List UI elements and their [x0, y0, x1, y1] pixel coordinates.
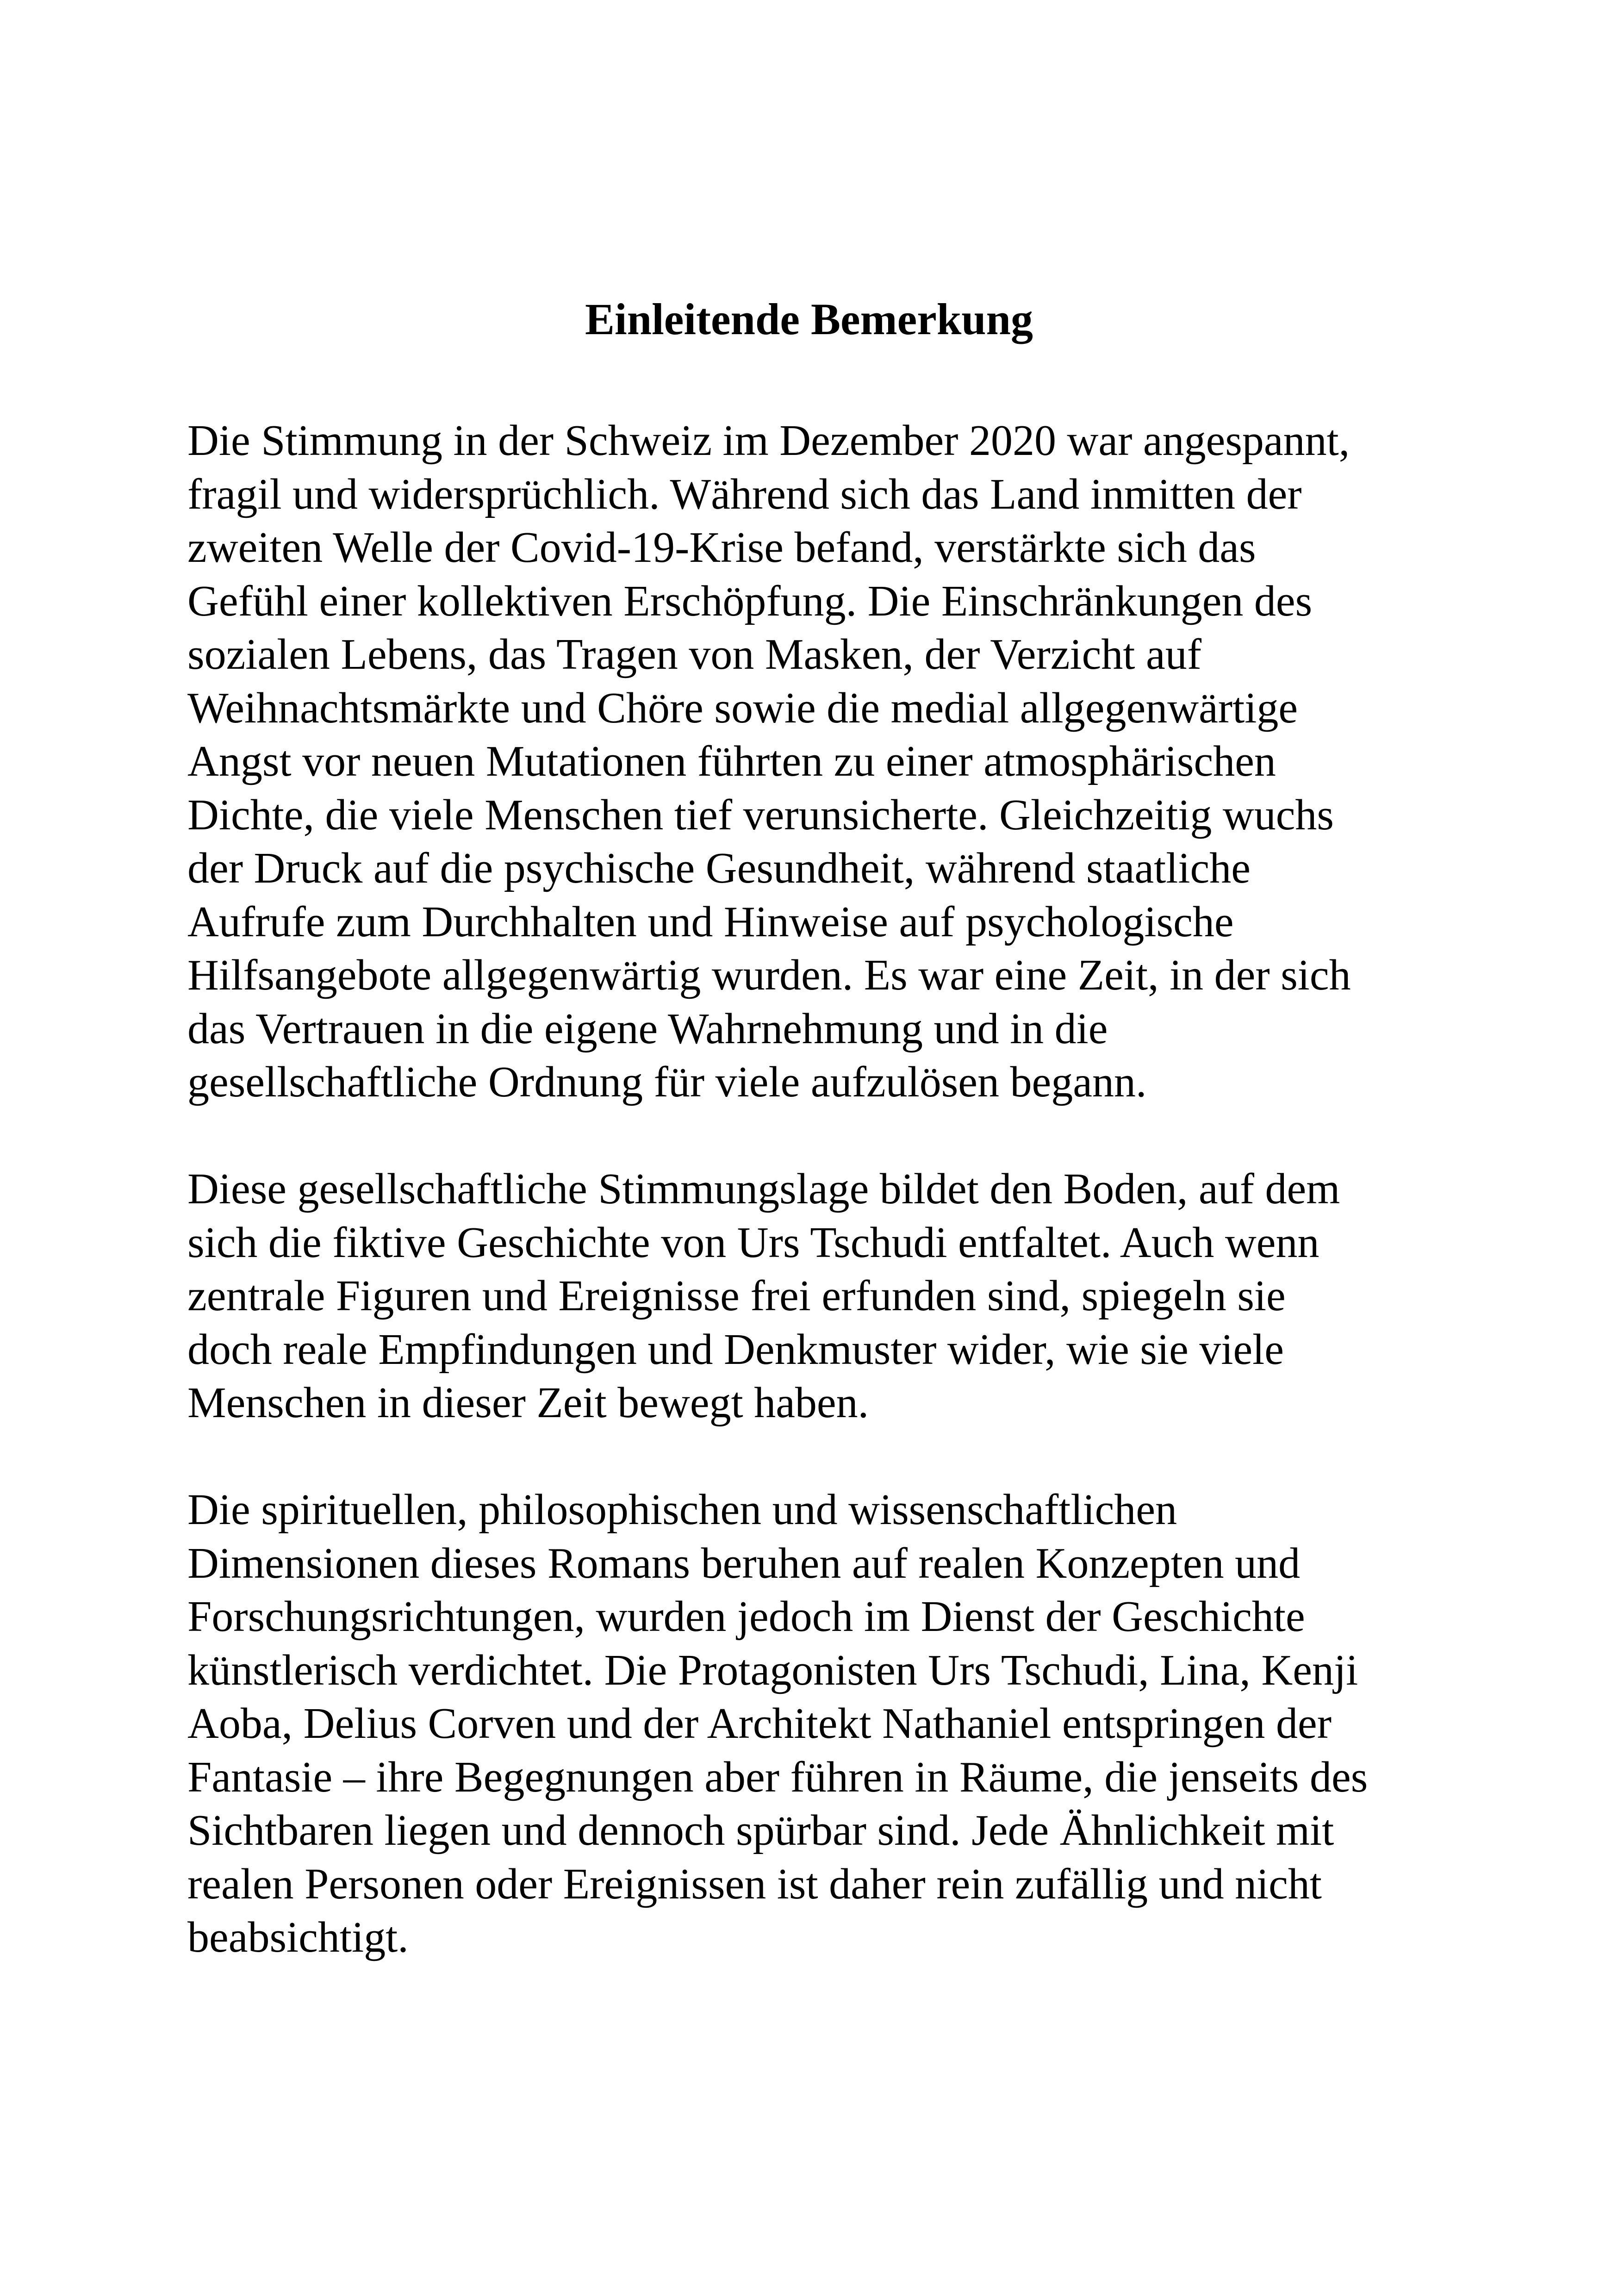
text-line: Fantasie – ihre Begegnungen aber führen in Räume, die jenseits des	[187, 1753, 1368, 1801]
text-line: doch reale Empfindungen und Denkmuster wider, wie sie viele	[187, 1325, 1284, 1374]
paragraph-1	[187, 414, 1460, 1109]
text-line: Dichte, die viele Menschen tief verunsicherte. Gleichzeitig wuchs	[187, 790, 1334, 839]
text-line: zweiten Welle der Covid-19-Krise befand, verstärkte sich das	[187, 523, 1256, 572]
text-line: künstlerisch verdichtet. Die Protagonisten Urs Tschudi, Lina, Kenji	[187, 1646, 1358, 1694]
page-title: Einleitende Bemerkung	[585, 294, 1033, 344]
text-line: der Druck auf die psychische Gesundheit, während staatliche	[187, 844, 1251, 892]
text-line: zentrale Figuren und Ereignisse frei erfunden sind, spiegeln sie	[187, 1272, 1286, 1320]
text-line: sich die fiktive Geschichte von Urs Tschudi entfaltet. Auch wenn	[187, 1218, 1319, 1267]
text-line: Angst vor neuen Mutationen führten zu einer atmosphärischen	[187, 737, 1276, 785]
text-line: Forschungsrichtungen, wurden jedoch im Dienst der Geschichte	[187, 1593, 1305, 1641]
text-line: Die Stimmung in der Schweiz im Dezember 2020 war angespannt,	[187, 417, 1350, 465]
text-line: Gefühl einer kollektiven Erschöpfung. Die Einschränkungen des	[187, 577, 1313, 625]
text-line: gesellschaftliche Ordnung für viele aufzulösen begann.	[187, 1058, 1147, 1106]
text-line: Hilfsangebote allgegenwärtig wurden. Es war eine Zeit, in der sich	[187, 951, 1351, 999]
text-line: Diese gesellschaftliche Stimmungslage bildet den Boden, auf dem	[187, 1165, 1340, 1213]
paragraph-2	[187, 1163, 1460, 1430]
text-line: Weihnachtsmärkte und Chöre sowie die medial allgegenwärtige	[187, 684, 1298, 732]
text-line: Aufrufe zum Durchhalten und Hinweise auf psychologische	[187, 897, 1234, 946]
document-body	[187, 414, 1460, 2018]
text-line: das Vertrauen in die eigene Wahrnehmung und in die	[187, 1004, 1108, 1053]
text-line: Dimensionen dieses Romans beruhen auf realen Konzepten und	[187, 1539, 1301, 1587]
text-line: beabsichtigt.	[187, 1913, 409, 1961]
text-line: Sichtbaren liegen und dennoch spürbar sind. Jede Ähnlichkeit mit	[187, 1806, 1334, 1854]
paragraph-3	[187, 1483, 1460, 1965]
text-line: Aoba, Delius Corven und der Architekt Nathaniel entspringen der	[187, 1699, 1332, 1748]
text-line: sozialen Lebens, das Tragen von Masken, der Verzicht auf	[187, 630, 1202, 678]
text-line: Menschen in dieser Zeit bewegt haben.	[187, 1379, 869, 1427]
text-line: fragil und widersprüchlich. Während sich das Land inmitten der	[187, 470, 1302, 518]
text-line: realen Personen oder Ereignissen ist daher rein zufällig und nicht	[187, 1860, 1322, 1908]
text-line: Die spirituellen, philosophischen und wissenschaftlichen	[187, 1486, 1177, 1534]
